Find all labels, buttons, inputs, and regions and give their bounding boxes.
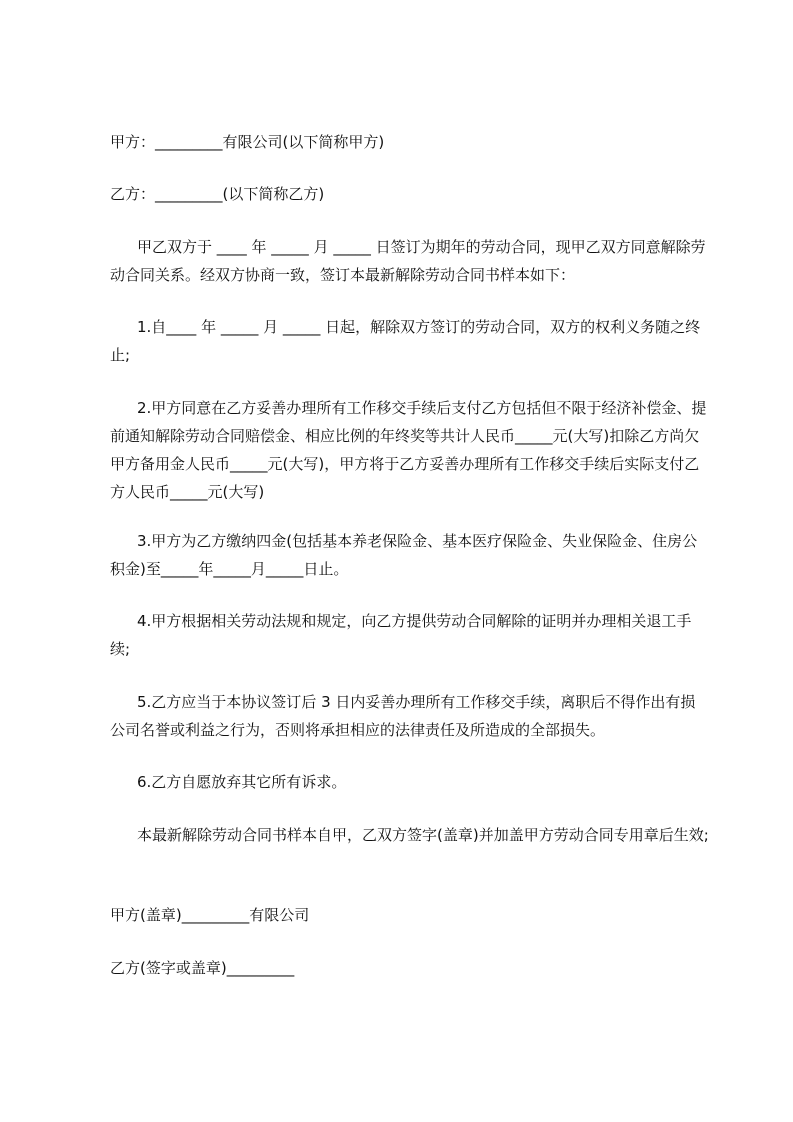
clause-2: 2.甲方同意在乙方妥善办理所有工作移交手续后支付乙方包括但不限于经济补偿金、提前通知解除劳动合同赔偿金、相应比例的年终奖等共计人民币_____元(大写)扣除乙方尚欠甲方备用金人民币_____元(大写)，甲方将于乙方妥善办理所有工作移交手续后实际支付乙方人民币_____元(大写) [110, 399, 707, 501]
party-a-line: 甲方：_________有限公司(以下简称甲方) [110, 133, 385, 151]
signature-party-b: 乙方(签字或盖章)_________ [110, 959, 295, 977]
clause-4: 4.甲方根据相关劳动法规和规定，向乙方提供劳动合同解除的证明并办理相关退工手续; [110, 612, 692, 658]
clause-6: 6.乙方自愿放弃其它所有诉求。 [137, 773, 347, 791]
party-b-line: 乙方：_________(以下简称乙方) [110, 185, 325, 203]
clause-5: 5.乙方应当于本协议签订后 3 日内妥善办理所有工作移交手续，离职后不得作出有损公司名誉或利益之行为，否则将承担相应的法律责任及所造成的全部损失。 [110, 693, 696, 739]
clause-3: 3.甲方为乙方缴纳四金(包括基本养老保险金、基本医疗保险金、失业保险金、住房公积金)至_____年_____月_____日止。 [110, 532, 698, 578]
signature-party-a: 甲方(盖章)_________有限公司 [110, 906, 310, 924]
intro-paragraph: 甲乙双方于 ____ 年 _____ 月 _____ 日签订为期年的劳动合同，现甲乙双方同意解除劳动合同关系。经双方协商一致，签订本最新解除劳动合同书样本如下： [110, 238, 706, 284]
effective-paragraph: 本最新解除劳动合同书样本自甲，乙双方签字(盖章)并加盖甲方劳动合同专用章后生效; [137, 826, 709, 844]
clause-1: 1.自____ 年 _____ 月 _____ 日起，解除双方签订的劳动合同，双方的权利义务随之终止; [110, 318, 701, 364]
